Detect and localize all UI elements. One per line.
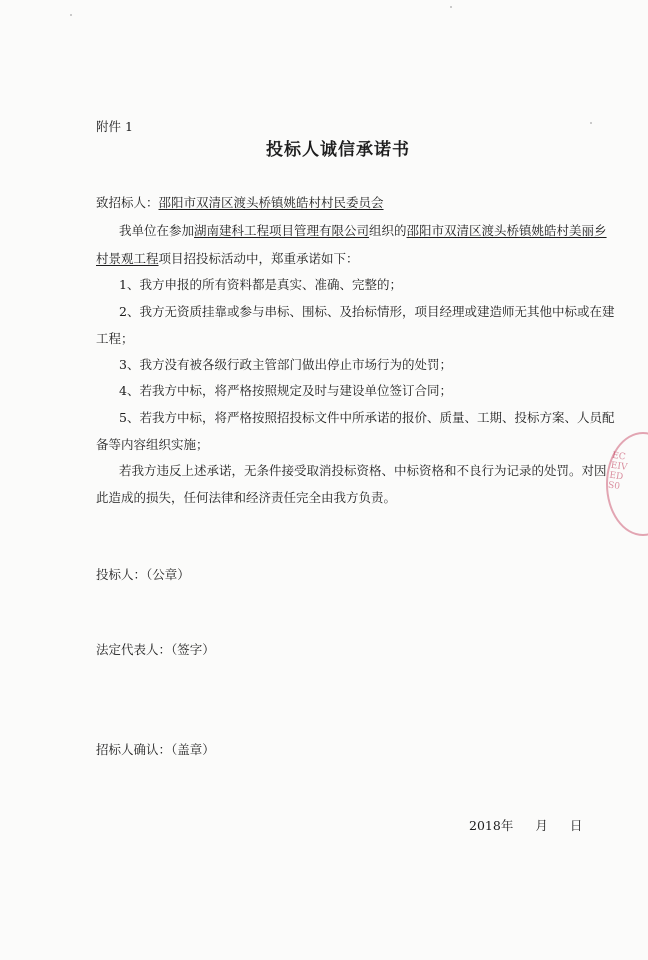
- commitment-item-2-cont: 工程；: [96, 331, 134, 346]
- addressee-line: [96, 194, 384, 212]
- agent-company: 湖南建科工程项目管理有限公司: [194, 223, 370, 238]
- date-year: 2018: [469, 818, 501, 833]
- commitment-item-2: 2、我方无资质挂靠或参与串标、围标、及抬标情形，项目经理或建造师无其他中标或在建: [119, 304, 615, 319]
- intro-text: 项目招投标活动中，郑重承诺如下：: [158, 251, 359, 266]
- intro-text: 我单位在参加: [119, 223, 195, 238]
- bidder-seal-line: 投标人：（公章）: [96, 567, 190, 582]
- project-name: 村景观工程: [96, 251, 159, 266]
- scan-speck: [70, 14, 72, 16]
- commitment-item-3: 3、我方没有被各级行政主管部门做出停止市场行为的处罚；: [119, 357, 452, 372]
- date-line: [469, 817, 582, 835]
- addressee-name: 邵阳市双清区渡头桥镇姚皓村村民委员会: [158, 195, 384, 210]
- intro-text: 组织的: [369, 223, 407, 238]
- date-month-unit: 月: [535, 818, 548, 833]
- date-day-unit: 日: [569, 818, 583, 833]
- commitment-item-4: 4、若我方中标，将严格按照规定及时与建设单位签订合同；: [119, 383, 452, 398]
- attachment-label: 附件 1: [96, 119, 133, 134]
- project-name: 邵阳市双清区渡头桥镇姚皓村美丽乡: [406, 223, 607, 238]
- commitment-item-5-cont: 备等内容组织实施；: [96, 437, 209, 452]
- intro-line-1: [119, 222, 607, 240]
- tenderer-confirm-line: 招标人确认：（盖章）: [96, 742, 215, 757]
- addressee-prefix: 致招标人：: [96, 195, 159, 210]
- received-stamp-text: ECEIVED S0: [607, 450, 628, 493]
- closing-line-1: 若我方违反上述承诺，无条件接受取消投标资格、中标资格和不良行为记录的处罚。对因: [119, 463, 607, 478]
- commitment-item-5: 5、若我方中标，将严格按照招投标文件中所承诺的报价、质量、工期、投标方案、人员配: [119, 410, 615, 425]
- closing-line-2: 此造成的损失，任何法律和经济责任完全由我方负责。: [96, 490, 397, 505]
- date-year-unit: 年: [500, 818, 514, 833]
- legal-rep-signature-line: 法定代表人：（签字）: [96, 642, 215, 657]
- document-title: 投标人诚信承诺书: [266, 140, 410, 160]
- commitment-item-1: 1、我方申报的所有资料都是真实、准确、完整的；: [119, 277, 402, 292]
- scan-speck: [450, 6, 452, 8]
- intro-line-2: [96, 250, 359, 268]
- scan-speck: [590, 122, 592, 124]
